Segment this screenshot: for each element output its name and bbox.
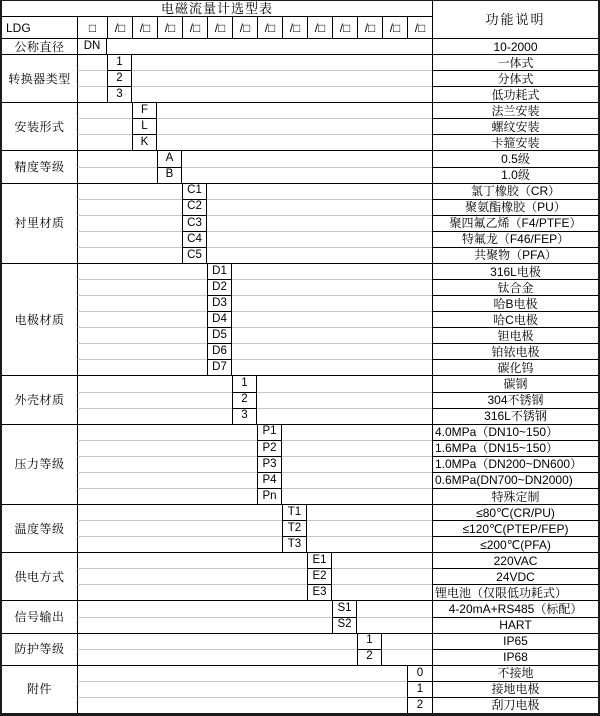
option-description: 分体式	[432, 70, 598, 86]
grid-filler	[382, 633, 432, 649]
grid-filler	[77, 167, 157, 183]
option-description: 不接地	[432, 665, 598, 681]
grid-filler	[77, 279, 207, 295]
grid-filler	[77, 408, 232, 424]
option-code: D1	[207, 263, 232, 279]
grid-filler	[77, 633, 357, 649]
grid-filler	[282, 424, 432, 440]
grid-filler	[77, 134, 132, 150]
grid-filler	[382, 649, 432, 665]
option-code: D7	[207, 359, 232, 375]
grid-filler	[77, 665, 407, 681]
option-code: D6	[207, 343, 232, 359]
grid-filler	[77, 327, 207, 343]
option-code: K	[132, 134, 157, 150]
option-description: 碳钢	[432, 375, 598, 391]
option-code: Pn	[257, 488, 282, 504]
model-slash-box: /□	[407, 17, 432, 38]
option-description: 一体式	[432, 54, 598, 70]
option-description: 0.6MPa(DN700~DN2000)	[432, 472, 598, 488]
grid-filler	[77, 118, 132, 134]
model-slash-box: /□	[332, 17, 357, 38]
category-label: 信号输出	[2, 600, 77, 632]
grid-filler	[77, 199, 182, 215]
grid-filler	[77, 681, 407, 697]
option-code: P2	[257, 440, 282, 456]
grid-filler	[77, 600, 332, 616]
model-slash-box: /□	[107, 17, 132, 38]
grid-filler	[332, 552, 432, 568]
grid-filler	[232, 263, 432, 279]
option-description: 10-2000	[432, 38, 598, 54]
option-code: B	[157, 167, 182, 183]
option-code: 3	[107, 86, 132, 102]
grid-filler	[77, 520, 282, 536]
option-description: 4.0MPa（DN10~150）	[432, 424, 598, 440]
option-description: IP68	[432, 649, 598, 665]
grid-filler	[77, 536, 282, 552]
category-label: 精度等级	[2, 150, 77, 182]
option-code: S1	[332, 600, 357, 616]
option-description: ≤200℃(PFA)	[432, 536, 598, 552]
category-label: 电极材质	[2, 263, 77, 376]
option-description: 特殊定制	[432, 488, 598, 504]
grid-filler	[157, 118, 432, 134]
grid-filler	[207, 247, 432, 263]
grid-filler	[77, 375, 232, 391]
grid-filler	[182, 150, 432, 166]
category-label: 温度等级	[2, 504, 77, 552]
option-description: 氯丁橡胶（CR）	[432, 183, 598, 199]
option-code: D3	[207, 295, 232, 311]
grid-filler	[282, 440, 432, 456]
grid-filler	[232, 343, 432, 359]
grid-filler	[77, 295, 207, 311]
grid-filler	[77, 697, 407, 713]
grid-filler	[77, 343, 207, 359]
category-label: 供电方式	[2, 552, 77, 600]
option-description: 316L电极	[432, 263, 598, 279]
option-description: 24VDC	[432, 568, 598, 584]
grid-filler	[77, 472, 257, 488]
option-description: ≤80℃(CR/PU)	[432, 504, 598, 520]
option-description: ≤120℃(PTEP/FEP)	[432, 520, 598, 536]
grid-filler	[207, 199, 432, 215]
option-code: L	[132, 118, 157, 134]
grid-filler	[77, 617, 332, 633]
option-description: 接地电极	[432, 681, 598, 697]
option-code: F	[132, 102, 157, 118]
grid-filler	[77, 247, 182, 263]
option-description: 1.6MPa（DN15~150）	[432, 440, 598, 456]
grid-filler	[77, 359, 207, 375]
grid-filler	[77, 311, 207, 327]
grid-filler	[77, 102, 132, 118]
grid-filler	[282, 472, 432, 488]
option-code: C3	[182, 215, 207, 231]
grid-filler	[132, 86, 432, 102]
option-code: P4	[257, 472, 282, 488]
option-description: 钽电极	[432, 327, 598, 343]
option-code: 1	[407, 681, 432, 697]
grid-filler	[77, 504, 282, 520]
model-code-label: LDG	[6, 20, 31, 35]
category-label: 衬里材质	[2, 183, 77, 263]
model-slash-box: /□	[132, 17, 157, 38]
option-code: 2	[107, 70, 132, 86]
option-code: E3	[307, 584, 332, 600]
category-label: 安装形式	[2, 102, 77, 150]
grid-filler	[77, 70, 107, 86]
option-code: 2	[407, 697, 432, 713]
grid-filler	[107, 38, 432, 54]
option-code: 3	[232, 408, 257, 424]
option-description: 316L不锈钢	[432, 408, 598, 424]
option-code: D5	[207, 327, 232, 343]
grid-filler	[77, 424, 257, 440]
option-description: 220VAC	[432, 552, 598, 568]
option-description: 0.5级	[432, 150, 598, 166]
option-description: 卡箍安装	[432, 134, 598, 150]
option-description: 锂电池（仅限低功耗式）	[432, 584, 598, 600]
option-code: C1	[182, 183, 207, 199]
model-slash-box: /□	[207, 17, 232, 38]
grid-filler	[207, 215, 432, 231]
category-label: 外壳材质	[2, 375, 77, 423]
option-code: 1	[232, 375, 257, 391]
model-slash-box: /□	[382, 17, 407, 38]
option-description: HART	[432, 617, 598, 633]
option-code: E2	[307, 568, 332, 584]
grid-filler	[77, 215, 182, 231]
category-label: 转换器类型	[2, 54, 77, 102]
grid-filler	[157, 134, 432, 150]
model-slash-box: /□	[282, 17, 307, 38]
option-code: P1	[257, 424, 282, 440]
option-description: 铂铱电极	[432, 343, 598, 359]
grid-filler	[132, 70, 432, 86]
grid-filler	[77, 440, 257, 456]
option-description: 哈B电极	[432, 295, 598, 311]
option-description: 碳化钨	[432, 359, 598, 375]
option-description: 1.0级	[432, 167, 598, 183]
option-description: 螺纹安装	[432, 118, 598, 134]
option-description: 刮刀电极	[432, 697, 598, 713]
grid-filler	[257, 375, 432, 391]
option-code: D4	[207, 311, 232, 327]
option-description: 钛合金	[432, 279, 598, 295]
option-description: 聚氨酯橡胶（PU）	[432, 199, 598, 215]
option-code: 1	[107, 54, 132, 70]
grid-filler	[232, 359, 432, 375]
option-code: C2	[182, 199, 207, 215]
option-description: 法兰安装	[432, 102, 598, 118]
grid-filler	[77, 150, 157, 166]
grid-filler	[257, 408, 432, 424]
grid-filler	[232, 311, 432, 327]
option-code: 2	[232, 392, 257, 408]
option-description: 1.0MPa（DN200~DN600）	[432, 456, 598, 472]
grid-filler	[282, 488, 432, 504]
grid-filler	[77, 392, 232, 408]
option-code: S2	[332, 617, 357, 633]
model-slash-box: /□	[182, 17, 207, 38]
model-slash-box: /□	[257, 17, 282, 38]
option-code: E1	[307, 552, 332, 568]
category-label: 压力等级	[2, 424, 77, 504]
grid-filler	[257, 392, 432, 408]
option-code: C4	[182, 231, 207, 247]
grid-filler	[77, 263, 207, 279]
grid-filler	[77, 183, 182, 199]
model-slash-box: /□	[307, 17, 332, 38]
grid-filler	[77, 568, 307, 584]
option-code: DN	[77, 38, 107, 54]
grid-filler	[232, 295, 432, 311]
option-code: A	[157, 150, 182, 166]
option-description: 4-20mA+RS485（标配）	[432, 600, 598, 616]
option-code: 2	[357, 649, 382, 665]
grid-filler	[77, 456, 257, 472]
grid-filler	[332, 584, 432, 600]
option-description: 聚四氟乙烯（F4/PTFE）	[432, 215, 598, 231]
model-slash-box: /□	[157, 17, 182, 38]
model-slash-box: /□	[232, 17, 257, 38]
grid-filler	[77, 584, 307, 600]
grid-filler	[157, 102, 432, 118]
grid-filler	[132, 54, 432, 70]
grid-filler	[207, 183, 432, 199]
table-title: 电磁流量计选型表	[2, 1, 432, 17]
option-description: 特氟龙（F46/FEP）	[432, 231, 598, 247]
function-column-header: 功能说明	[432, 1, 598, 38]
option-description: 哈C电极	[432, 311, 598, 327]
category-label: 附件	[2, 665, 77, 713]
option-code: T1	[282, 504, 307, 520]
option-description: 低功耗式	[432, 86, 598, 102]
grid-filler	[77, 86, 107, 102]
grid-filler	[332, 568, 432, 584]
grid-filler	[77, 54, 107, 70]
grid-filler	[207, 231, 432, 247]
grid-filler	[77, 231, 182, 247]
option-code: 1	[357, 633, 382, 649]
category-label: 防护等级	[2, 633, 77, 665]
grid-filler	[307, 536, 432, 552]
option-code: C5	[182, 247, 207, 263]
option-code: P3	[257, 456, 282, 472]
grid-filler	[357, 617, 432, 633]
category-label: 公称直径	[2, 38, 77, 54]
model-slash-box: /□	[357, 17, 382, 38]
option-description: IP65	[432, 633, 598, 649]
grid-filler	[77, 488, 257, 504]
grid-filler	[232, 327, 432, 343]
grid-filler	[282, 456, 432, 472]
option-code: D2	[207, 279, 232, 295]
option-description: 共聚物（PFA）	[432, 247, 598, 263]
grid-filler	[232, 279, 432, 295]
grid-filler	[77, 649, 357, 665]
option-code: T3	[282, 536, 307, 552]
option-code: T2	[282, 520, 307, 536]
option-code: 0	[407, 665, 432, 681]
grid-filler	[307, 520, 432, 536]
model-first-box: □	[77, 17, 107, 38]
grid-filler	[357, 600, 432, 616]
grid-filler	[182, 167, 432, 183]
grid-filler	[77, 552, 307, 568]
grid-filler	[307, 504, 432, 520]
option-description: 304不锈钢	[432, 392, 598, 408]
